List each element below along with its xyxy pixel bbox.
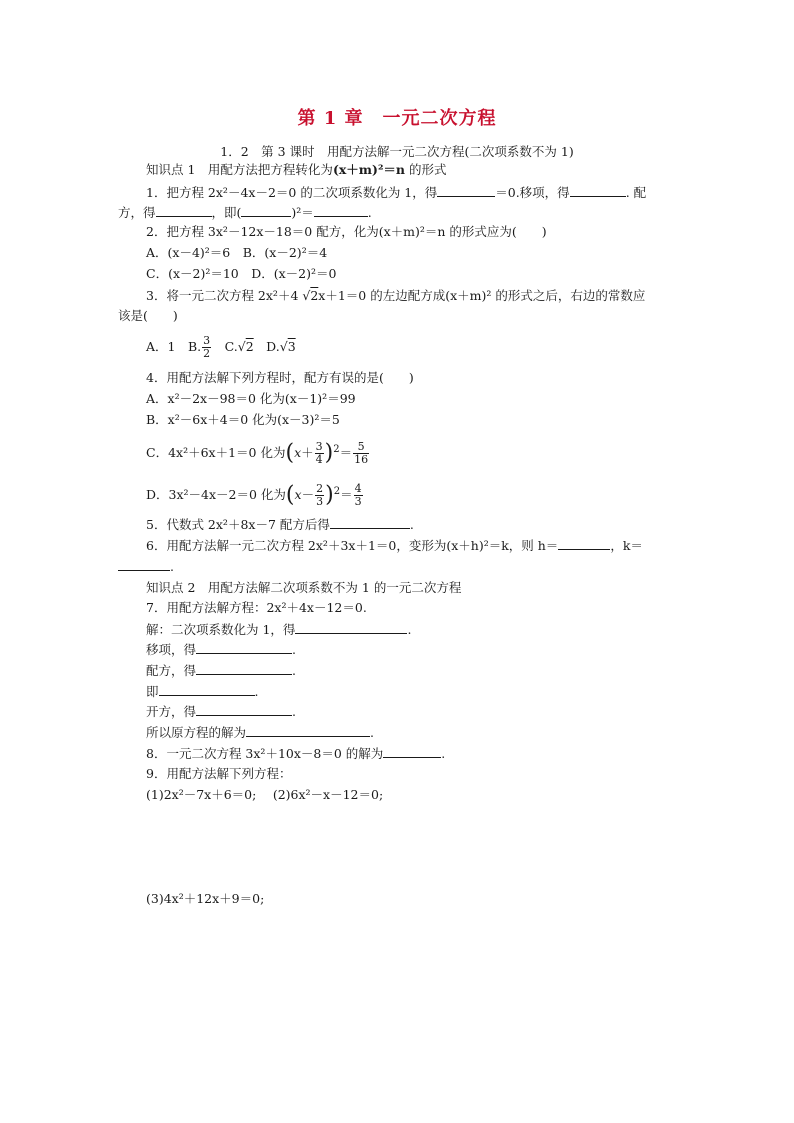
question-4-stem: 4．用配方法解下列方程时，配方有误的是( ) — [146, 370, 414, 385]
question-4-option-b: B．x²－6x＋4＝0 化为(x－3)²＝5 — [146, 412, 340, 427]
question-7-step-2: 移项，得 . — [146, 642, 296, 657]
answer-blank[interactable] — [295, 621, 407, 634]
question-8: 8．一元二次方程 3x²＋10x－8＝0 的解为 . — [146, 746, 446, 761]
fraction: $\frac{4}{3}$ — [354, 482, 362, 509]
sqrt-symbol: √ — [237, 339, 246, 354]
answer-blank[interactable] — [330, 516, 410, 529]
answer-blank[interactable] — [383, 745, 441, 758]
question-3-options: A．1 B. $\frac{3}{2}$ C.√2 D.√3 — [146, 334, 296, 360]
fraction: $\frac{2}{3}$ — [316, 482, 324, 509]
knowledge-point-2: 知识点 2 用配方法解二次项系数不为 1 的一元二次方程 — [146, 580, 462, 595]
answer-blank[interactable] — [314, 204, 368, 217]
sqrt-symbol: √ — [302, 288, 311, 303]
question-3-line-1: 3．将一元二次方程 2x²＋4 √2x＋1＝0 的左边配方成(x＋m)² 的形式之后，右边的常数应 — [146, 288, 646, 303]
lesson-subtitle: 1．2 第 3 课时 用配方法解一元二次方程(二次项系数不为 1) — [220, 144, 574, 159]
question-2-options-cd: C．(x－2)²＝10 D．(x－2)²＝0 — [146, 266, 337, 281]
question-1-line-2: 方，得 ，即( )²＝ . — [118, 205, 372, 220]
answer-blank[interactable] — [196, 703, 292, 716]
question-6-line-1: 6．用配方法解一元二次方程 2x²＋3x＋1＝0，变形为(x＋h)²＝k，则 h＝ ，k＝ — [146, 538, 643, 553]
question-4-option-c: C．4x²＋6x＋1＝0 化为(x＋ $\frac{3}{4}$ )$^2$＝ $\frac{5}{16}$ — [146, 440, 369, 467]
fraction: $\frac{5}{16}$ — [354, 440, 369, 467]
answer-blank[interactable] — [196, 662, 292, 675]
question-7-stem: 7．用配方法解方程：2x²＋4x－12＝0. — [146, 600, 367, 615]
answer-blank[interactable] — [570, 184, 626, 197]
answer-blank[interactable] — [196, 641, 292, 654]
question-7-step-4: 即 . — [146, 684, 259, 699]
question-7-step-3: 配方，得 . — [146, 663, 296, 678]
question-3-line-2: 该是( ) — [118, 308, 178, 323]
question-4-option-d: D．3x²－4x－2＝0 化为(x－ $\frac{2}{3}$ )$^2$＝ $\frac{4}{3}$ — [146, 482, 362, 509]
answer-blank[interactable] — [118, 558, 170, 571]
question-7-step-5: 开方，得 . — [146, 704, 296, 719]
answer-blank[interactable] — [437, 184, 495, 197]
question-2-stem: 2．把方程 3x²－12x－18＝0 配方，化为(x＋m)²＝n 的形式应为( ) — [146, 224, 547, 239]
answer-blank[interactable] — [159, 683, 255, 696]
chapter-title: 第 1 章 一元二次方程 — [297, 108, 497, 129]
question-7-step-1: 解：二次项系数化为 1，得 . — [146, 622, 412, 637]
question-7-step-6: 所以原方程的解为 . — [146, 725, 374, 740]
knowledge-point-1: 知识点 1 用配方法把方程转化为(x＋m)²＝n 的形式 — [146, 162, 447, 177]
question-6-line-2: . — [118, 558, 174, 575]
fraction: $\frac{3}{4}$ — [315, 440, 323, 467]
question-1-line-1: 1．把方程 2x²－4x－2＝0 的二次项系数化为 1，得 ＝0.移项，得 . 配 — [146, 185, 647, 200]
fraction: $\frac{3}{2}$ — [203, 334, 211, 360]
question-4-option-a: A．x²－2x－98＝0 化为(x－1)²＝99 — [146, 391, 356, 406]
question-2-options-ab: A．(x－4)²＝6 B．(x－2)²＝4 — [146, 245, 328, 260]
sqrt-symbol: √ — [279, 339, 288, 354]
question-5: 5．代数式 2x²＋8x－7 配方后得 . — [146, 517, 414, 532]
answer-blank[interactable] — [246, 724, 370, 737]
question-9-part-3: (3)4x²＋12x＋9＝0; — [146, 891, 265, 906]
answer-blank[interactable] — [558, 537, 610, 550]
question-9-stem: 9．用配方法解下列方程： — [146, 766, 292, 781]
answer-blank[interactable] — [156, 204, 212, 217]
answer-blank[interactable] — [241, 204, 291, 217]
question-9-parts-1-2: (1)2x²－7x＋6＝0; (2)6x²－x－12＝0; — [146, 787, 384, 802]
